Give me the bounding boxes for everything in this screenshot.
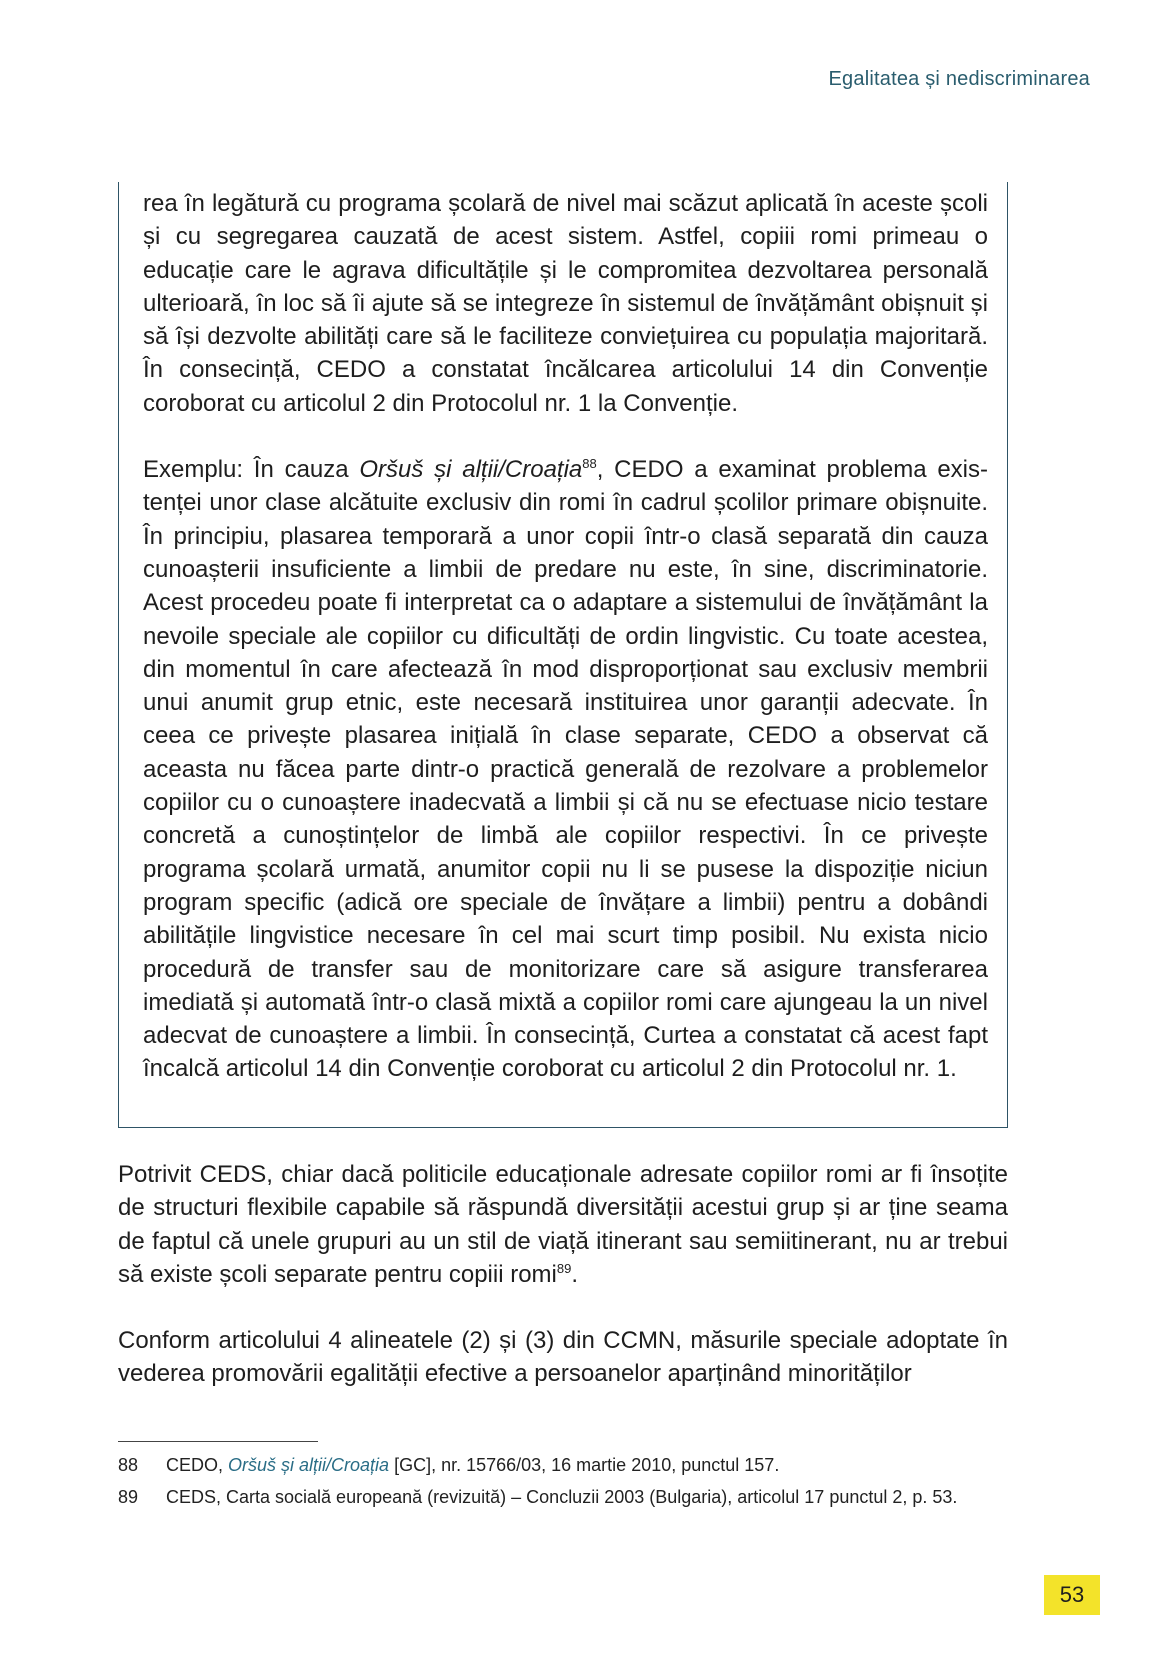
- ceds-text: Potrivit CEDS, chiar dacă politicile educaționale adresate copiilor romi ar fi însoțite de structuri flexibile capabile să răspundă diversității acestui grup și ar ține seama de faptul că unele grupuri au un stil de viață itinerant sau semiitinerant, nu ar trebui să existe școli separate pentru copiii romi: [118, 1161, 1008, 1288]
- footnote-prefix: CEDO,: [166, 1455, 229, 1475]
- body-paragraph-ccmn: Conform articolului 4 alineatele (2) și (3) din CCMN, măsurile speciale adoptate în vederea promovării egalității efective a persoanelor aparținând minorităților: [118, 1327, 1008, 1388]
- page-number-badge: 53: [1044, 1575, 1100, 1615]
- footnote-89: [118, 1481, 1018, 1513]
- case-name-orsus: Oršuš și alții/Croația: [359, 456, 583, 484]
- box-paragraph-1: rea în legătură cu programa școlară de nivel mai scăzut aplicată în aceste școli și cu segregarea cauzată de acest sistem. Astfel, copiii romi primeau o educație care le agrava dificultățile și le compromitea dezvoltarea personală ulterioară, în loc să îi ajute să se integreze în sistemul de învățământ obișnuit și să își dezvolte abilități care să le faciliteze conviețuirea cu populația majoritară. În consecință, CEDO a constatat încălcarea articolului 14 din Convenție coroborat cu articolul 2 din Protocolul nr. 1 la Convenție.: [143, 190, 988, 417]
- box-paragraph-example: [143, 453, 988, 1086]
- body-paragraph-ceds: [118, 1158, 1008, 1291]
- example-box-content: [143, 187, 988, 1086]
- ceds-end: .: [571, 1260, 579, 1288]
- main-text: [118, 1158, 1008, 1391]
- case-link-orsus[interactable]: Oršuš și alții/Croația: [228, 1455, 390, 1475]
- running-header: Egalitatea și nediscriminarea: [828, 68, 1090, 90]
- footnote-text: CEDS, Carta socială europeană (revizuită) – Concluzii 2003 (Bulgaria), articolul 17 punctul 2, p. 53.: [166, 1487, 958, 1507]
- footnote-ref-89[interactable]: 89: [556, 1260, 572, 1276]
- footnote-ref-88[interactable]: 88: [582, 456, 597, 472]
- example-box: [118, 182, 1008, 1128]
- footnote-separator: [118, 1441, 318, 1442]
- example-prefix: Exemplu: În cauza: [143, 456, 360, 484]
- footnote-rest: [GC], nr. 15766/03, 16 martie 2010, punctul 157.: [389, 1455, 780, 1475]
- footnote-number: 89: [118, 1487, 139, 1507]
- example-body: , CEDO a examinat problema existenței unor clase alcătuite exclusiv din romi în cadrul școlilor primare obișnuite. În principiu, plasarea temporară a unor copii într-o clasă separată din cauza cunoașterii insuficiente a limbii de predare nu este, în sine, discriminatorie. Acest procedeu poate fi interpretat ca o adaptare a sistemului de învățământ la nevoile speciale ale copiilor cu dificultăți de ordin lingvistic. Cu toate acestea, din momentul în care afectează în mod disproporționat sau exclusiv membrii unui anumit grup etnic, este necesară instituirea unor garanții adecvate. În ceea ce privește plasarea inițială în clase separate, CEDO a observat că aceasta nu făcea parte dintr-o practică generală de rezolvare a problemelor copiilor cu o cunoaștere inadecvată a limbii și că nu se efectuase nicio testare concretă a cunoștințelor de limbă ale copiilor respectivi. În ce privește programa școlară urmată, anumitor copii nu li se pusese la dispoziție niciun program specific (adică ore speciale de învățare a limbii) pentru a dobândi abilitățile lingvistice necesare în cel mai scurt timp posibil. Nu exista nicio procedură de transfer sau de monitorizare care să asigure transferarea imediată și automată într-o clasă mixtă a copiilor romi care ajungeau la un nivel adecvat de cunoaștere a limbii. În consecință, Curtea a constatat că acest fapt încalcă articolul 14 din Convenție coroborat cu articolul 2 din Protocolul nr. 1.: [143, 456, 989, 1083]
- footnotes: [118, 1449, 1018, 1513]
- footnote-number: 88: [118, 1455, 139, 1475]
- footnote-text: [166, 1449, 779, 1481]
- footnote-88: [118, 1449, 1018, 1481]
